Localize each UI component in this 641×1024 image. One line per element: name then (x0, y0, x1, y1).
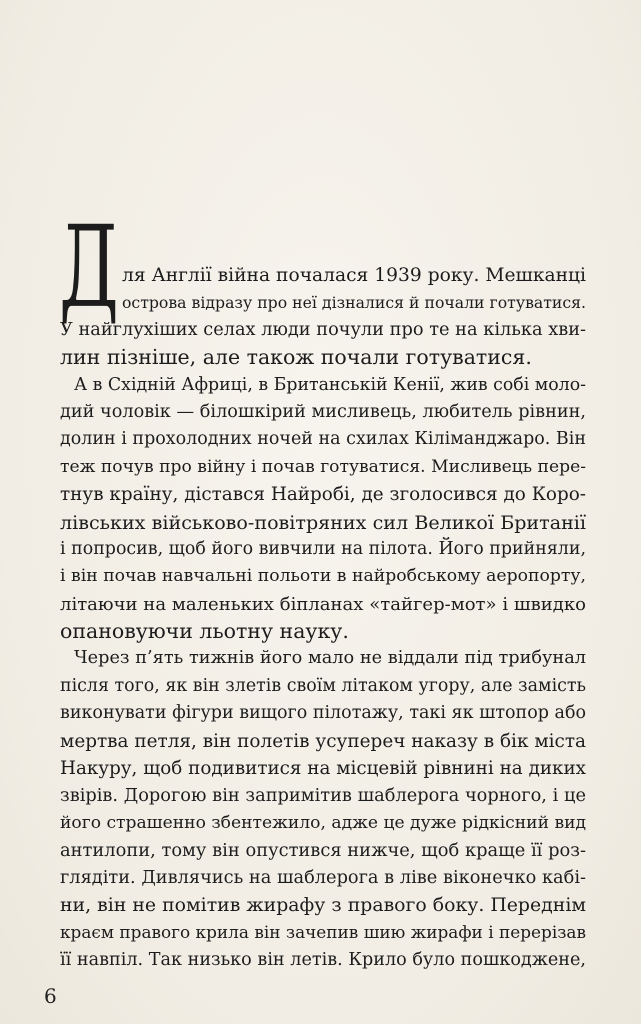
text-line: долин і прохолодних ночей на схилах Кіліманджаро. Він (60, 429, 586, 450)
text-line: Накуру, щоб подивитися на місцевій рівнині на диких (60, 758, 586, 780)
paragraph-1 (60, 262, 586, 372)
text-line: мертва петля, він полетів усупереч наказу в бік міста (60, 730, 586, 752)
text-line: острова відразу про неї дізналися й почали готуватися. (122, 293, 586, 313)
text-line: лин пізніше, але також почали готуватися. (60, 345, 532, 370)
text-line: краєм правого крила він зачепив шию жирафи і перерізав (60, 922, 586, 943)
text-line: дий чоловік — білошкірий мисливець, любитель рівнин, (60, 401, 586, 422)
paragraph-3 (60, 645, 586, 974)
paragraph-2 (60, 372, 586, 646)
text-line: тнув країну, дістався Найробі, де зголосився до Коро- (60, 484, 586, 506)
text-line: ни, він не помітив жирафу з правого боку. Переднім (60, 894, 586, 916)
text-line: опановуючи льотну науку. (60, 619, 349, 644)
text-line: літаючи на маленьких біпланах «тайгер-мот» і швидко (60, 593, 586, 615)
text-line: лівських військово-повітряних сил Великої Британії (60, 510, 586, 534)
text-line: і попросив, щоб його вивчили на пілота. Його прийняли, (60, 538, 586, 559)
text-line: виконувати фігури вищого пілотажу, такі як штопор або (60, 703, 586, 724)
text-line: Через п’ять тижнів його мало не віддали під трибунал (74, 648, 586, 669)
text-line: антилопи, тому він опустився нижче, щоб краще її роз- (60, 840, 586, 862)
text-line: і він почав навчальні польоти в найробському аеропорту, (60, 566, 586, 587)
text-line: У найглухіших селах люди почули про те на кілька хви- (60, 319, 586, 340)
text-line: А в Східній Африці, в Британській Кенії, жив собі моло- (74, 374, 586, 395)
text-line: глядіти. Дивлячись на шаблерога в ліве віконечко кабі- (60, 867, 586, 888)
text-line: після того, як він злетів своїм літаком угору, але замість (60, 675, 586, 696)
text-line: його страшенно збентежило, адже це дуже рідкісний вид (60, 812, 587, 833)
drop-cap-letter: Д (59, 203, 119, 333)
text-line: звірів. Дорогою він запримітив шаблерога чорного, і це (60, 785, 586, 807)
body-text (60, 262, 586, 974)
text-line: її навпіл. Так низько він летів. Крило було пошкоджене, (60, 949, 586, 970)
text-line: ля Англії війна почалася 1939 року. Мешканці (122, 265, 586, 286)
text-line: теж почув про війну і почав готуватися. Мисливець пере- (60, 456, 586, 477)
page-number: 6 (44, 984, 57, 1008)
